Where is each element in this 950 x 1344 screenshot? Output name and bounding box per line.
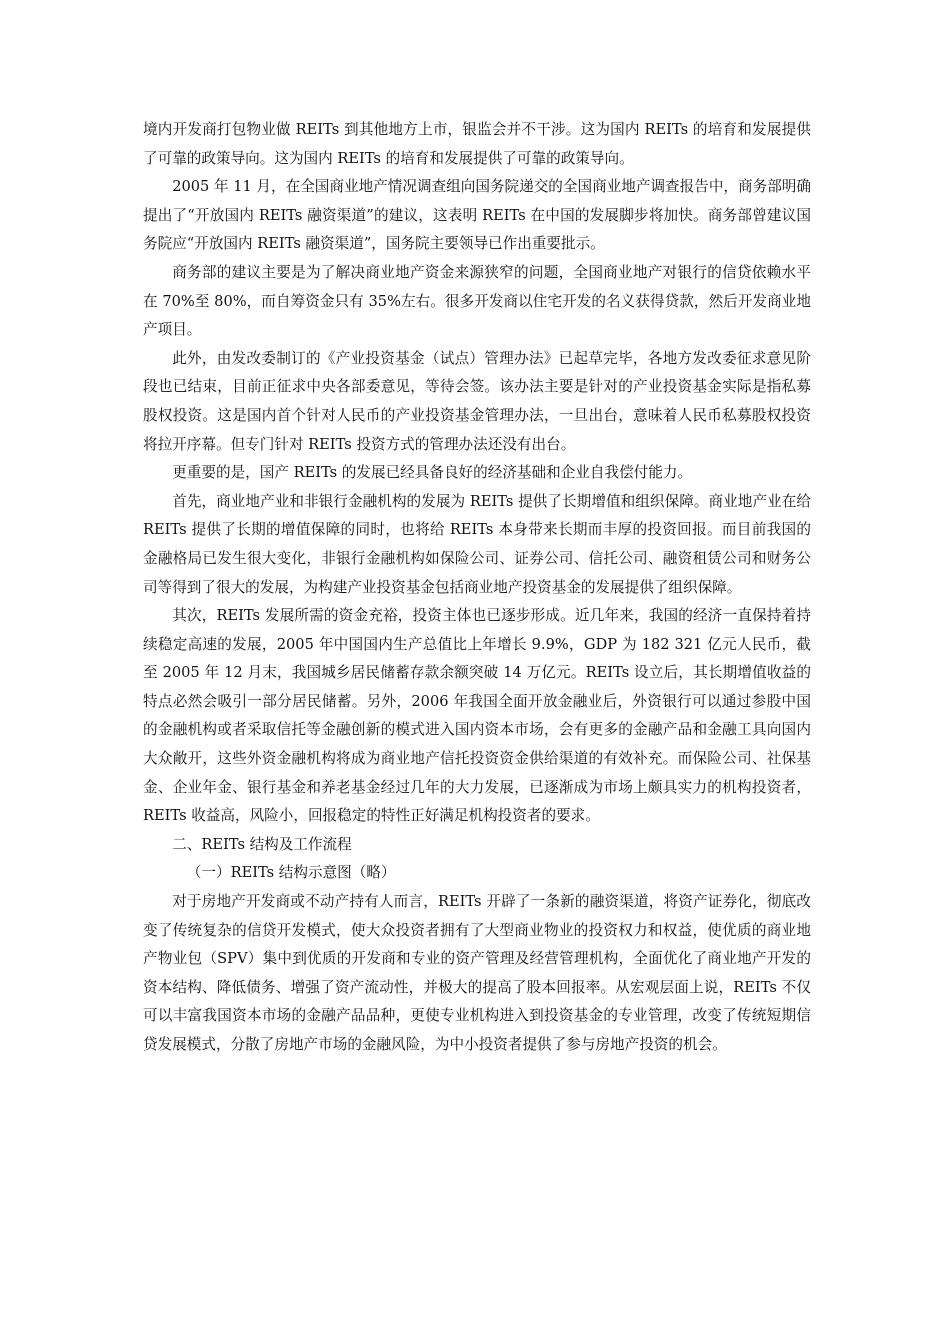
paragraph-1: 境内开发商打包物业做 REITs 到其他地方上市，银监会并不干涉。这为国内 REITs 的培育和发展提供了可靠的政策导向。这为国内 REITs 的培育和发展提供了可靠的政策导向。 [143,121,811,167]
paragraph-7: 其次，REITs 发展所需的资金充裕，投资主体也已逐步形成。近几年来，我国的经济一直保持着持续稳定高速的发展，2005 年中国国内生产总值比上年增长 9.9%，GDP 为 182 321 亿元人民币，截至 2005 年 12 月末，我国城乡居民储蓄存款余额突破 14 万亿元。REITs 设立后，其长期增值收益的特点必然会吸引一部分居民储蓄。另外，2006 年我国全面开放金融业后，外资银行可以通过参股中国的金融机构或者采取信托等金融创新的模式进入国内资本市场，会有更多的金融产品和金融工具向国内大众敞开，这些外资金融机构将成为商业地产信托投资资金供给渠道的有效补充。而保险公司、社保基金、企业年金、银行基金和养老基金经过几年的大力发展，已逐渐成为市场上颇具实力的机构投资者，REITs 收益高，风险小，回报稳定的特性正好满足机构投资者的要求。 [143,607,811,825]
paragraph-closing: 对于房地产开发商或不动产持有人而言，REITs 开辟了一条新的融资渠道，将资产证券化，彻底改变了传统复杂的信贷开发模式，使大众投资者拥有了大型商业物业的投资权力和权益，使优质的商业地产物业包（SPV）集中到优质的开发商和专业的资产管理及经营管理机构，全面优化了商业地产开发的资本结构、降低债务、增强了资产流动性，并极大的提高了股本回报率。从宏观层面上说，REITs 不仅可以丰富我国资本市场的金融产品品种，更使专业机构进入到投资基金的专业管理，改变了传统短期信贷发展模式，分散了房地产市场的金融风险，为中小投资者提供了参与房地产投资的机会。 [143,893,811,1053]
subsection-heading: （一）REITs 结构示意图（略） [186,864,396,882]
paragraph-3: 商务部的建议主要是为了解决商业地产资金来源狭窄的问题，全国商业地产对银行的信贷依赖水平在 70%至 80%，而自筹资金只有 35%左右。很多开发商以住宅开发的名义获得贷款，然后开发商业地产项目。 [143,263,811,339]
paragraph-2: 2005 年 11 月，在全国商业地产情况调查组向国务院递交的全国商业地产调查报告中，商务部明确提出了“开放国内 REITs 融资渠道”的建议，这表明 REITs 在中国的发展脚步将加快。商务部曾建议国务院应“开放国内 REITs 融资渠道”，国务院主要领导已作出重要批示。 [143,178,811,253]
document-body [143,116,811,1060]
section-heading: 二、REITs 结构及工作流程 [172,835,352,853]
paragraph-4: 此外，由发改委制订的《产业投资基金（试点）管理办法》已起草完毕，各地方发改委征求意见阶段也已结束，目前正征求中央各部委意见，等待会签。该办法主要是针对的产业投资基金实际是指私募股权投资。这是国内首个针对人民币的产业投资基金管理办法，一旦出台，意味着人民币私募股权投资将拉开序幕。但专门针对 REITs 投资方式的管理办法还没有出台。 [143,349,811,453]
paragraph-6: 首先，商业地产业和非银行金融机构的发展为 REITs 提供了长期增值和组织保障。商业地产业在给 REITs 提供了长期的增值保障的同时，也将给 REITs 本身带来长期而丰厚的投资回报。而目前我国的金融格局已发生很大变化，非银行金融机构如保险公司、证券公司、信托公司、融资租赁公司和财务公司等得到了很大的发展，为构建产业投资基金包括商业地产投资基金的发展提供了组织保障。 [143,492,811,596]
paragraph-5: 更重要的是，国产 REITs 的发展已经具备良好的经济基础和企业自我偿付能力。 [172,464,693,482]
